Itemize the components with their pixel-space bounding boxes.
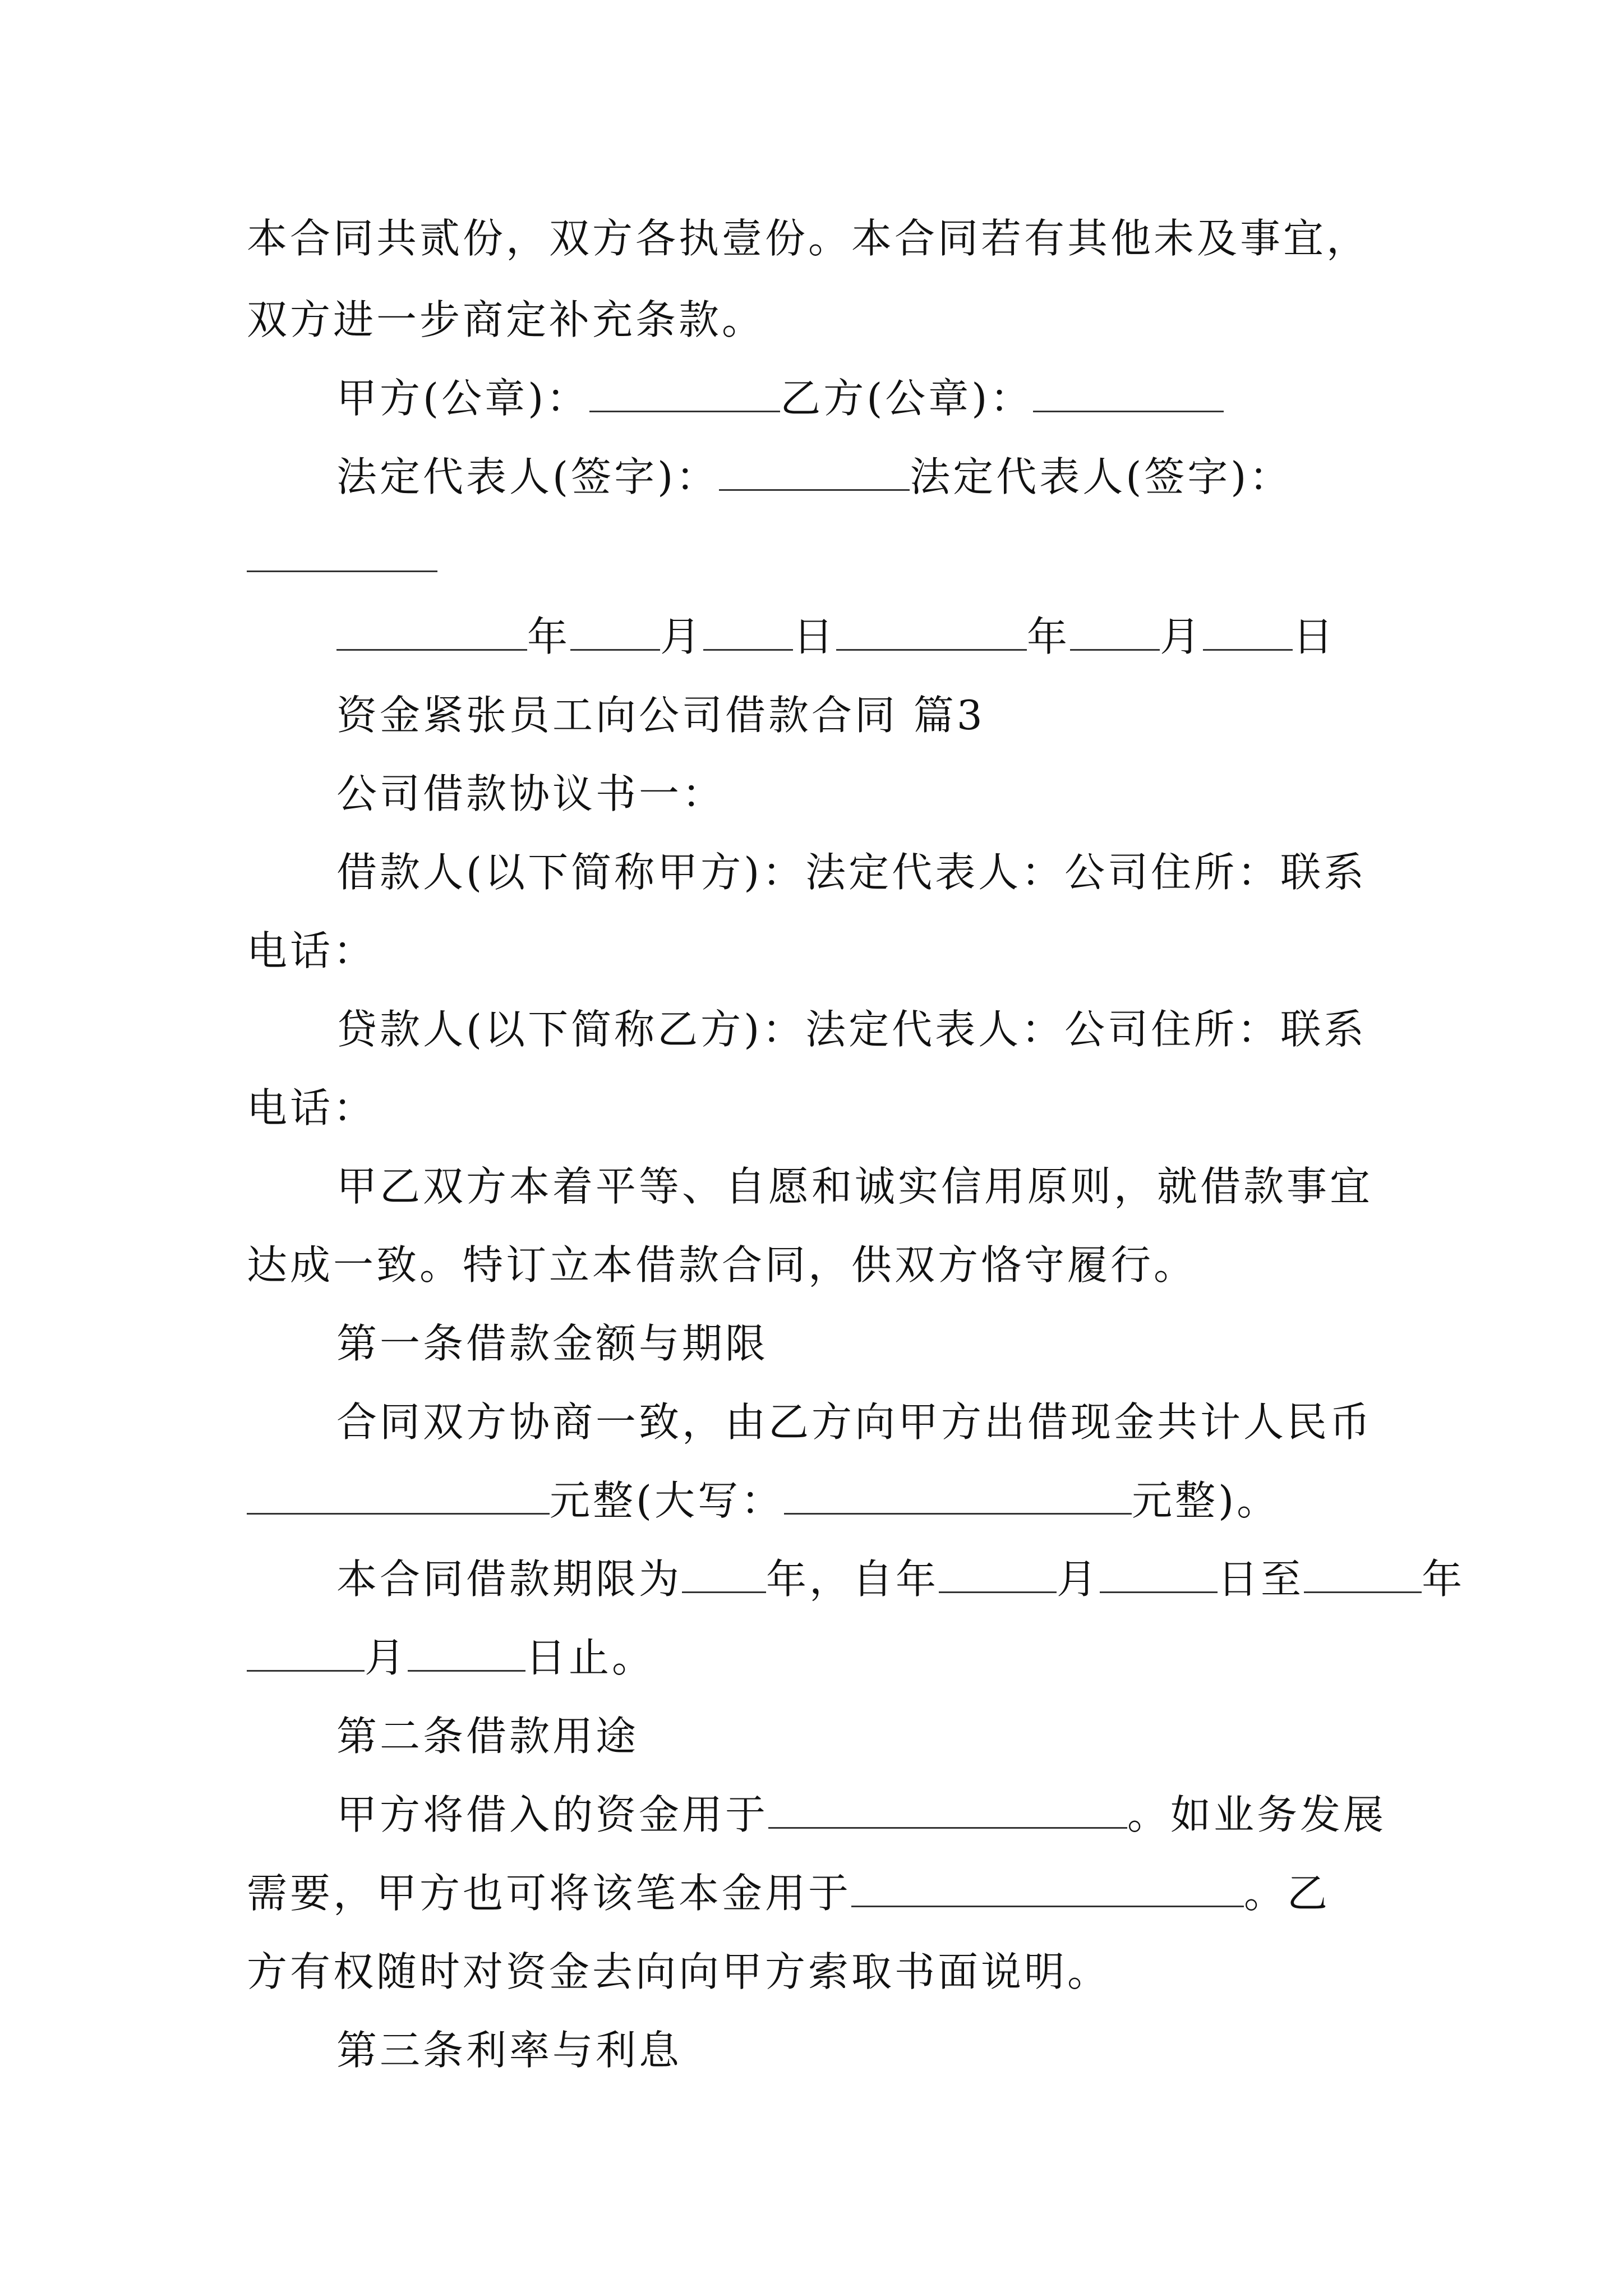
paragraph-line: [336, 844, 1391, 900]
paragraph-line: [336, 1001, 1391, 1057]
paragraph-line: [247, 292, 1391, 348]
end-year-blank[interactable]: [1304, 1552, 1422, 1593]
term-line-cont: [247, 1630, 1391, 1686]
paragraph-line: [247, 923, 1391, 979]
day-label: 日: [793, 613, 837, 660]
text: 。乙: [1244, 1870, 1331, 1917]
purpose-line-2: [247, 1865, 1391, 1921]
party-a-seal-label: 甲方(公章)：: [336, 375, 590, 422]
text: 甲方将借入的资金用于: [336, 1791, 769, 1838]
text: 本合同借款期限为: [336, 1556, 683, 1603]
date-line: [336, 609, 1391, 665]
date-month-blank[interactable]: [570, 610, 660, 651]
seal-line: [336, 370, 1391, 426]
amount-line: [247, 1473, 1391, 1529]
amount-blank[interactable]: [247, 1474, 550, 1515]
date-year-blank[interactable]: [836, 610, 1027, 651]
text: 借款人(以下简称甲方)：法定代表人：公司住所：联系: [336, 849, 1367, 896]
text: 日止。: [525, 1634, 656, 1681]
party-a-seal-blank[interactable]: [589, 371, 780, 412]
text: 第三条利率与利息: [336, 2027, 683, 2074]
text: 电话：: [247, 927, 377, 974]
text: 日至: [1218, 1556, 1304, 1603]
text: 公司借款协议书一：: [336, 770, 726, 817]
date-month-blank[interactable]: [1070, 610, 1160, 651]
text: 电话：: [247, 1084, 377, 1131]
text: 月: [365, 1634, 408, 1681]
start-day-blank[interactable]: [1100, 1552, 1218, 1593]
text: 达成一致。特订立本借款合同，供双方恪守履行。: [247, 1241, 1197, 1289]
text: 双方进一步商定补充条款。: [247, 296, 766, 343]
text: 方有权随时对资金去向向甲方索取书面说明。: [247, 1948, 1111, 1995]
text: 需要，甲方也可将该笔本金用于: [247, 1870, 852, 1917]
date-day-blank[interactable]: [703, 610, 793, 651]
term-line: [336, 1551, 1465, 1607]
paragraph-line: [336, 766, 1391, 822]
alt-purpose-blank[interactable]: [851, 1866, 1244, 1907]
month-label: 月: [1160, 613, 1204, 660]
term-years-blank[interactable]: [682, 1552, 766, 1593]
paragraph-line: [247, 1237, 1391, 1293]
date-day-blank[interactable]: [1203, 610, 1293, 651]
signature-line: [336, 449, 1391, 505]
year-label: 年: [1027, 613, 1071, 660]
end-month-blank[interactable]: [247, 1631, 365, 1672]
text: 第二条借款用途: [336, 1713, 639, 1760]
party-b-rep-blank[interactable]: [247, 531, 437, 572]
text: 。如业务发展: [1127, 1791, 1387, 1838]
text: 元整(大写：: [550, 1477, 785, 1524]
article-heading: [336, 1708, 1391, 1764]
start-month-blank[interactable]: [939, 1552, 1057, 1593]
text: 合同双方协商一致，由乙方向甲方出借现金共计人民币: [336, 1398, 1373, 1446]
text: 第一条借款金额与期限: [336, 1320, 769, 1367]
text: 本合同共贰份，双方各执壹份。本合同若有其他未及事宜，: [247, 215, 1370, 262]
year-label: 年: [527, 613, 571, 660]
date-year-blank[interactable]: [336, 610, 527, 651]
party-b-rep-label: 法定代表人(签字)：: [910, 453, 1293, 500]
party-b-seal-label: 乙方(公章)：: [780, 375, 1034, 422]
paragraph-line: [247, 1080, 1391, 1136]
heading-text: 资金紧张员工向公司借款合同 篇3: [336, 692, 985, 739]
text: 贷款人(以下简称乙方)：法定代表人：公司住所：联系: [336, 1006, 1367, 1053]
party-a-rep-blank[interactable]: [719, 450, 910, 491]
text: 年: [1422, 1556, 1465, 1603]
day-label: 日: [1293, 613, 1336, 660]
text: 甲乙双方本着平等、自愿和诚实信用原则，就借款事宜: [336, 1163, 1373, 1210]
paragraph-line: [336, 1158, 1391, 1214]
party-b-seal-blank[interactable]: [1033, 371, 1224, 412]
amount-words-blank[interactable]: [784, 1474, 1132, 1515]
party-a-rep-label: 法定代表人(签字)：: [336, 453, 720, 500]
text: 年，自年: [766, 1556, 939, 1603]
purpose-line: [336, 1787, 1391, 1843]
text: 月: [1057, 1556, 1100, 1603]
paragraph-line: [247, 1944, 1391, 2000]
end-day-blank[interactable]: [408, 1631, 525, 1672]
text: 元整)。: [1132, 1477, 1280, 1524]
article-heading: [336, 1315, 1391, 1372]
purpose-blank[interactable]: [768, 1788, 1127, 1829]
paragraph-line: [336, 1394, 1391, 1450]
paragraph-line: [247, 210, 1391, 266]
month-label: 月: [660, 613, 704, 660]
section-heading: [336, 687, 1391, 743]
article-heading: [336, 2022, 1391, 2078]
signature-line-cont: [247, 530, 1391, 586]
